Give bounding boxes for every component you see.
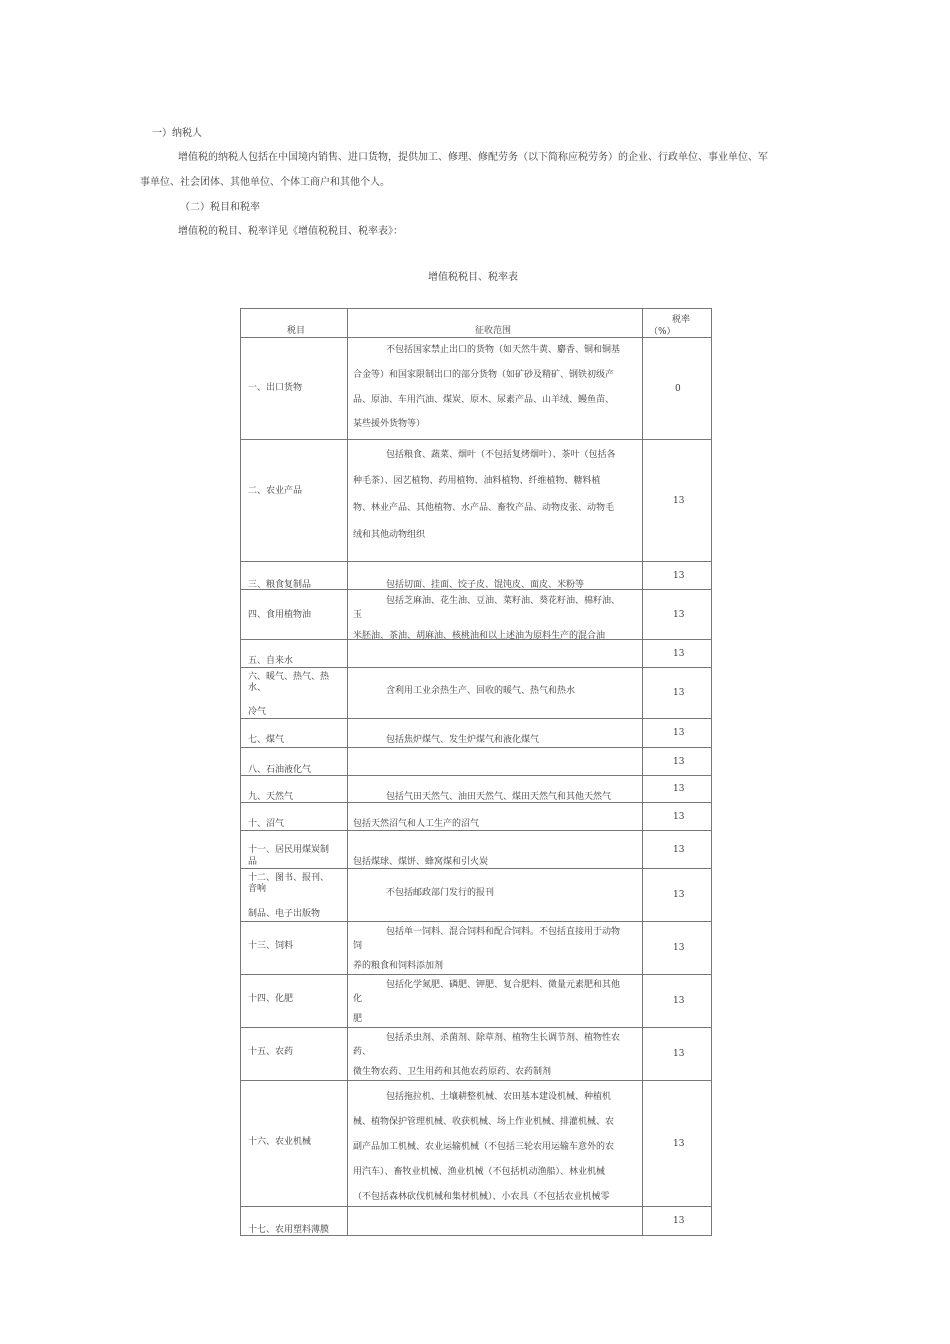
tax-scope-cell: [348, 748, 643, 775]
tax-scope-text: 肥: [353, 1014, 363, 1024]
tax-item-text: 五、自来水: [248, 656, 294, 666]
tax-scope-text: 玉: [353, 610, 363, 620]
tax-rate-value: 13: [673, 890, 685, 900]
tax-item-cell: [241, 776, 348, 802]
tax-item-cell: [241, 869, 348, 921]
tax-item-cell: [241, 440, 348, 561]
tax-scope-text: 不包括邮政部门发行的报刊: [386, 888, 495, 898]
tax-rate-cell: [643, 776, 712, 802]
table-row: [241, 338, 712, 440]
table-row: [241, 719, 712, 748]
tax-rate-value: 13: [673, 1216, 685, 1226]
tax-item-text: 音响: [248, 884, 267, 894]
tax-scope-text: 不包括国家禁止出口的货物（如天然牛黄、麝香、铜和铜基: [386, 345, 621, 355]
tax-scope-text: 养的粮食和饲料添加剂: [353, 961, 444, 971]
tax-scope-cell: [348, 640, 643, 667]
tax-scope-text: 饲: [353, 941, 363, 951]
table-row: [241, 869, 712, 922]
tax-scope-cell: [348, 776, 643, 802]
tax-scope-text: 米胚油、茶油、胡麻油、核桃油和以上述油为原料生产的混合油: [353, 631, 606, 641]
section1-paragraph-line1: 增值税的纳税人包括在中国境内销售、进口货物，提供加工、修理、修配劳务（以下简称应税劳务）的企业、行政单位、事业单位、军: [178, 152, 768, 163]
table-row: [241, 640, 712, 668]
section2-paragraph: 增值税的税目、税率详见《增值税税目、税率表》：: [178, 226, 403, 237]
tax-item-cell: [241, 1207, 348, 1235]
tax-rate-cell: [643, 922, 712, 974]
tax-scope-cell: [348, 440, 643, 561]
tax-item-text: 四、食用植物油: [248, 610, 312, 620]
tax-item-cell: [241, 719, 348, 747]
tax-scope-text: 包括气田天然气、油田天然气、煤田天然气和其他天然气: [386, 792, 612, 802]
table-row: [241, 590, 712, 640]
tax-item-text: 十四、化肥: [248, 994, 294, 1004]
tax-scope-cell: [348, 1207, 643, 1235]
tax-scope-cell: [348, 831, 643, 868]
tax-rate-value: 13: [673, 688, 685, 698]
tax-rate-value: 13: [673, 943, 685, 953]
tax-rate-cell: [643, 1207, 712, 1235]
header-rate: 税率: [672, 315, 691, 325]
tax-item-text: 十二、图书、报刊、: [248, 873, 330, 883]
tax-scope-text: 包括拖拉机、土壤耕整机械、农田基本建设机械、种植机: [386, 1092, 612, 1102]
tax-scope-cell: [348, 668, 643, 718]
tax-item-cell: [241, 668, 348, 718]
section1-paragraph-line2: 事单位、社会团体、其他单位、个体工商户和其他个人。: [140, 177, 390, 188]
table-body: [241, 338, 712, 1236]
section1-heading: 一）纳税人: [152, 128, 202, 139]
tax-item-text: 六、暖气、热气、热: [248, 672, 330, 682]
tax-item-cell: [241, 748, 348, 775]
table-row: [241, 803, 712, 831]
tax-item-text: 品: [248, 857, 258, 867]
tax-rate-table: [240, 308, 712, 1236]
header-item: 税目: [287, 326, 306, 336]
table-row: [241, 975, 712, 1028]
tax-item-text: 水、: [248, 683, 267, 693]
table-row: [241, 831, 712, 869]
tax-scope-text: 械、植物保护管理机械、收获机械、场上作业机械、排灌机械、农: [353, 1117, 615, 1127]
tax-item-cell: [241, 338, 348, 439]
table-row: [241, 748, 712, 776]
tax-item-text: 制品、电子出版物: [248, 909, 321, 919]
tax-rate-cell: [643, 640, 712, 667]
tax-rate-value: 13: [673, 728, 685, 738]
header-rate-unit: （%）: [649, 327, 676, 337]
tax-scope-text: （不包括森林砍伐机械和集材机械）、小农具（不包括农业机械零: [353, 1192, 610, 1202]
tax-scope-text: 副产品加工机械、农业运输机械（不包括三轮农用运输车意外的农: [353, 1142, 615, 1152]
table-row: [241, 1081, 712, 1207]
tax-scope-text: 包括杀虫剂、杀菌剂、除草剂、植物生长调节剂、植物性农: [386, 1033, 621, 1043]
tax-scope-text: 包括焦炉煤气、发生炉煤气和液化煤气: [386, 735, 540, 745]
table-row: [241, 668, 712, 719]
tax-scope-text: 合金等）和国家限制出口的部分货物（如矿砂及精矿、钢铁初级产: [353, 370, 615, 380]
tax-item-text: 七、煤气: [248, 735, 285, 745]
tax-item-text: 十六、农业机械: [248, 1137, 312, 1147]
tax-item-cell: [241, 922, 348, 974]
tax-rate-value: 13: [673, 784, 685, 794]
tax-item-text: 八、石油液化气: [248, 765, 312, 775]
tax-rate-value: 13: [673, 496, 685, 506]
tax-rate-cell: [643, 748, 712, 775]
tax-scope-text: 含利用工业余热生产、回收的暖气、热气和热水: [386, 686, 576, 696]
tax-scope-text: 包括化学氮肥、磷肥、钾肥、复合肥料、微量元素肥和其他: [386, 980, 621, 990]
tax-rate-value: 13: [673, 610, 685, 620]
tax-item-text: 十、沼气: [248, 819, 285, 829]
tax-scope-cell: [348, 719, 643, 747]
tax-item-cell: [241, 975, 348, 1027]
tax-scope-cell: [348, 1028, 643, 1080]
tax-item-text: 二、农业产品: [248, 486, 303, 496]
tax-scope-text: 药、: [353, 1047, 372, 1057]
tax-scope-text: 包括切面、挂面、饺子皮、馄饨皮、面皮、米粉等: [386, 580, 585, 590]
header-scope: 征收范围: [475, 326, 512, 336]
tax-scope-text: 种毛茶）、园艺植物、药用植物、油料植物、纤维植物、糖料植: [353, 476, 601, 486]
tax-scope-cell: [348, 590, 643, 639]
section2-heading: （二）税目和税率: [180, 202, 260, 213]
tax-scope-text: 用汽车）、畜牧业机械、渔业机械（不包括机动渔船）、林业机械: [353, 1167, 606, 1177]
tax-scope-cell: [348, 338, 643, 439]
tax-item-text: 冷气: [248, 707, 267, 717]
tax-rate-cell: [643, 1028, 712, 1080]
tax-item-cell: [241, 1081, 348, 1206]
tax-rate-value: 13: [673, 1049, 685, 1059]
tax-rate-cell: [643, 440, 712, 561]
table-title: 增值税税目、税率表: [428, 272, 518, 283]
tax-item-text: 十七、农用塑料薄膜: [248, 1225, 330, 1235]
tax-item-cell: [241, 803, 348, 830]
tax-scope-text: 品、原油、车用汽油、煤炭、原木、尿素产品、山羊绒、鳗鱼苗、: [353, 395, 615, 405]
tax-rate-value: 13: [673, 649, 685, 659]
tax-item-cell: [241, 640, 348, 667]
tax-scope-cell: [348, 975, 643, 1027]
tax-rate-cell: [643, 590, 712, 639]
table-header-row: [241, 309, 712, 338]
tax-rate-value: 13: [673, 757, 685, 767]
tax-scope-cell: [348, 869, 643, 921]
table-row: [241, 922, 712, 975]
tax-scope-cell: [348, 922, 643, 974]
tax-scope-text: 化: [353, 994, 363, 1004]
tax-scope-text: 包括单一饲料、混合饲料和配合饲料。不包括直接用于动物: [386, 927, 621, 937]
tax-item-text: 十五、农药: [248, 1047, 294, 1057]
tax-rate-cell: [643, 869, 712, 921]
tax-scope-text: 包括芝麻油、花生油、豆油、菜籽油、葵花籽油、棉籽油、: [386, 596, 621, 606]
tax-rate-value: 13: [673, 996, 685, 1006]
tax-scope-text: 包括天然沼气和人工生产的沼气: [353, 819, 480, 829]
tax-rate-cell: [643, 562, 712, 589]
tax-item-cell: [241, 562, 348, 589]
tax-item-cell: [241, 590, 348, 639]
tax-rate-value: 13: [673, 1139, 685, 1149]
tax-scope-text: 绒和其他动物组织: [353, 530, 426, 540]
tax-rate-cell: [643, 719, 712, 747]
tax-rate-cell: [643, 338, 712, 439]
tax-rate-cell: [643, 831, 712, 868]
table-row: [241, 440, 712, 562]
tax-rate-value: 13: [673, 571, 685, 581]
tax-item-text: 十三、饲料: [248, 941, 294, 951]
tax-item-text: 三、粮食复制品: [248, 580, 312, 590]
tax-scope-text: 微生物农药、卫生用药和其他农药原药、农药制剂: [353, 1067, 552, 1077]
tax-scope-text: 包括粮食、蔬菜、烟叶（不包括复烤烟叶）、茶叶（包括各: [386, 450, 616, 460]
tax-item-cell: [241, 831, 348, 868]
tax-rate-cell: [643, 1081, 712, 1206]
tax-scope-cell: [348, 1081, 643, 1206]
tax-item-cell: [241, 1028, 348, 1080]
tax-scope-text: 物、林业产品、其他植物、水产品、畜牧产品、动物皮张、动物毛: [353, 503, 615, 513]
tax-scope-cell: [348, 562, 643, 589]
table-row: [241, 1207, 712, 1236]
tax-scope-text: 某些援外货物等）: [353, 419, 426, 429]
tax-item-text: 一、出口货物: [248, 383, 303, 393]
tax-item-text: 九、天然气: [248, 792, 294, 802]
tax-scope-cell: [348, 803, 643, 830]
tax-rate-value: 13: [673, 845, 685, 855]
tax-scope-text: 包括煤球、煤饼、蜂窝煤和引火炭: [353, 857, 489, 867]
table-row: [241, 776, 712, 803]
tax-rate-value: 0: [675, 384, 681, 394]
table-row: [241, 1028, 712, 1081]
tax-item-text: 十一、居民用煤炭制: [248, 845, 330, 855]
tax-rate-value: 13: [673, 812, 685, 822]
table-row: [241, 562, 712, 590]
tax-rate-cell: [643, 975, 712, 1027]
tax-rate-cell: [643, 803, 712, 830]
tax-rate-cell: [643, 668, 712, 718]
